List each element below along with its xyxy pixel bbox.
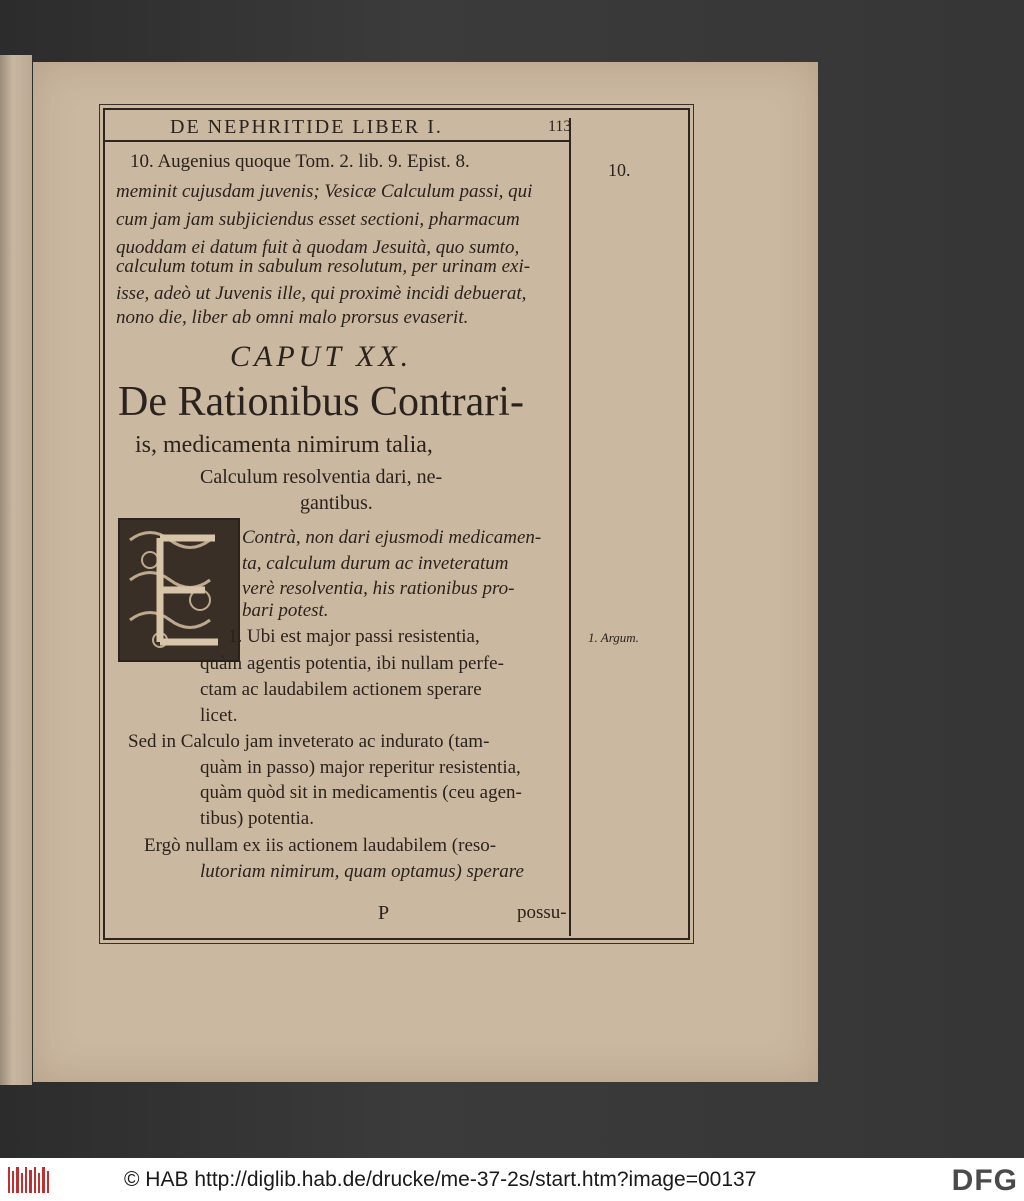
argument-line-5: Sed in Calculo jam inveterato ac indurato (tam-	[128, 731, 490, 752]
paragraph-10-line-7: nono die, liber ab omni malo prorsus evaserit.	[116, 307, 469, 328]
header-rule	[103, 140, 571, 142]
paragraph-10-line-1: 10. Augenius quoque Tom. 2. lib. 9. Epist. 8.	[130, 151, 470, 172]
paragraph-10-line-3: cum jam jam subjiciendus esset sectioni, pharmacum	[116, 209, 520, 230]
previous-page-edge	[0, 55, 32, 1085]
chapter-subtitle-line-1: is, medicamenta nimirum talia,	[135, 432, 433, 458]
argument-line-9: Ergò nullam ex iis actionem laudabilem (reso-	[144, 835, 497, 856]
argument-line-2: quàm agentis potentia, ibi nullam perfe-	[200, 653, 504, 674]
margin-note-10: 10.	[608, 160, 631, 180]
margin-note-argument: 1. Argum.	[588, 630, 639, 645]
argument-line-10: lutoriam nimirum, quam optamus) sperare	[200, 861, 524, 882]
chapter-subtitle-line-3: gantibus.	[300, 492, 373, 514]
paragraph-10-line-2: meminit cujusdam juvenis; Vesicæ Calculum passi, qui	[116, 181, 533, 202]
catchword: possu-	[517, 902, 567, 923]
argument-line-3: ctam ac laudabilem actionem sperare	[200, 679, 482, 700]
argument-line-1: 1. Ubi est major passi resistentia,	[228, 626, 480, 647]
contra-line-1: Contrà, non dari ejusmodi medicamen-	[242, 527, 542, 548]
contra-line-4: bari potest.	[242, 600, 329, 621]
chapter-subtitle-line-2: Calculum resolventia dari, ne-	[200, 466, 443, 488]
paragraph-10-line-6: isse, adeò ut Juvenis ille, qui proximè incidi debuerat,	[116, 283, 527, 304]
argument-line-4: licet.	[200, 705, 238, 726]
page-number: 113	[548, 118, 572, 135]
dfg-logo: DFG	[951, 1164, 1018, 1197]
margin-rule	[569, 118, 571, 936]
argument-line-7: quàm quòd sit in medicamentis (ceu agen-	[200, 782, 522, 803]
caput-title: CAPUT XX.	[230, 340, 413, 373]
copyright-url[interactable]: © HAB http://diglib.hab.de/drucke/me-37-2s/start.htm?image=00137	[124, 1167, 757, 1191]
paragraph-10-line-5: calculum totum in sabulum resolutum, per urinam exi-	[116, 256, 531, 277]
running-head: DE NEPHRITIDE LIBER I.	[170, 116, 443, 138]
argument-line-8: tibus) potentia.	[200, 808, 314, 829]
argument-line-6: quàm in passo) major reperitur resistentia,	[200, 757, 521, 778]
hab-barcode-logo-icon	[6, 1165, 50, 1195]
paragraph-10-line-4: quoddam ei datum fuit à quodam Jesuità, quo sumto,	[116, 237, 520, 258]
signature-mark: P	[378, 902, 390, 924]
contra-line-3: verè resolventia, his rationibus pro-	[242, 578, 515, 599]
contra-line-2: ta, calculum durum ac inveteratum	[242, 553, 509, 574]
decorated-initial-e-icon	[118, 518, 240, 662]
chapter-heading: De Rationibus Contrari-	[118, 379, 524, 425]
viewer-footer-bar	[0, 1158, 1024, 1201]
